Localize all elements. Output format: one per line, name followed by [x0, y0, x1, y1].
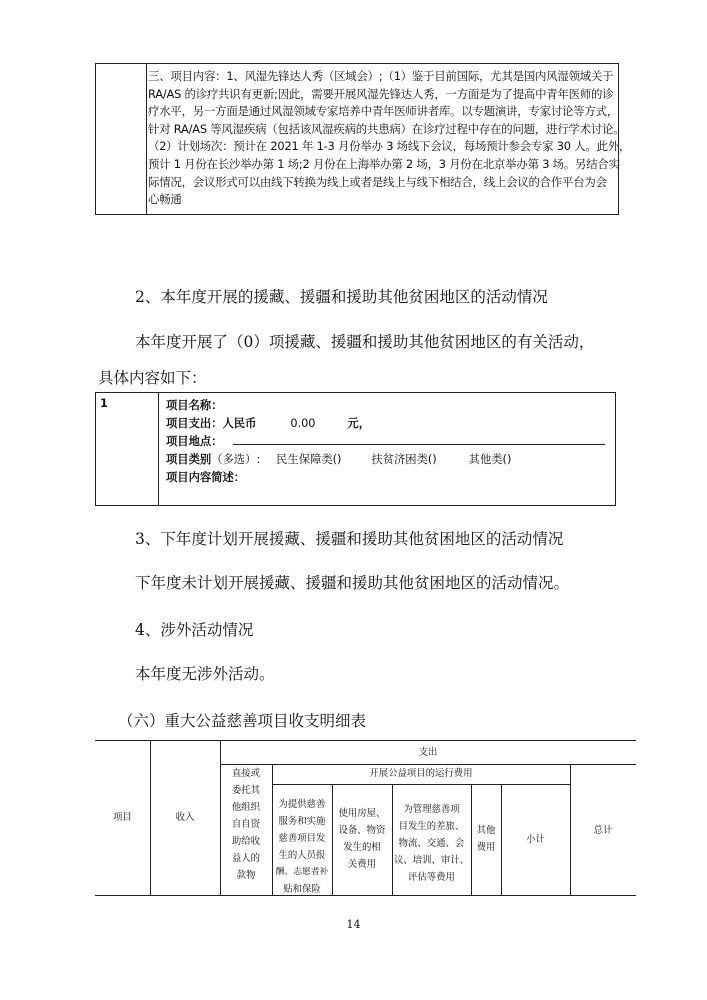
table-divider [146, 64, 147, 214]
header-staff-line: 生的人员报 [278, 850, 326, 861]
project-content-line: 三、项目内容：1、风湿先锋达人秀（区域会）;（1）鉴于目前国际，尤其是国内风湿领域关于 [148, 69, 614, 83]
location-underline [233, 444, 605, 445]
table-border-top [95, 740, 636, 741]
section-2-paragraph-line1: 本年度开展了（0）项援藏、援疆和援助其他贫困地区的有关活动， [135, 333, 595, 351]
header-premises-costs [332, 805, 392, 873]
header-premises-line: 使用房屋、 [338, 808, 386, 819]
project-content-table [95, 63, 631, 215]
header-management-line: 评估等费用 [408, 872, 455, 883]
project-category-label: 项目类别 [166, 453, 212, 466]
section-3-heading: 3、下年度计划开展援藏、援疆和援助其他贫困地区的活动情况 [135, 530, 564, 548]
activity-detail-box [95, 392, 616, 506]
project-description-label: 项目内容简述： [166, 471, 246, 484]
project-content-line: （2）计划场次：预计在 2021 年 1-3 月份举办 3 场线下会议，每场预计参会专家 30 人。此外， [148, 139, 631, 154]
project-expense-unit: 元， [347, 417, 371, 430]
section-4-heading: 4、涉外活动情况 [135, 621, 254, 639]
table-rule [272, 784, 570, 785]
header-direct-line: 直接或 [231, 768, 261, 779]
header-direct-line: 自自资 [231, 819, 261, 830]
project-category-hint: （多选）: [211, 453, 261, 466]
header-direct-line: 委托其 [231, 785, 261, 796]
header-running-costs: 开展公益项目的运行费用 [369, 768, 473, 779]
project-content-line: 疗水平，另一方面是通过风湿领域专家培养中青年医师讲者库。以专题演讲，专家讨论等方式， [148, 104, 619, 119]
header-management-costs [392, 801, 471, 886]
section-3-paragraph: 下年度未计划开展援藏、援疆和援助其他贫困地区的活动情况。 [135, 574, 570, 592]
section-4-paragraph: 本年度无涉外活动。 [135, 665, 275, 683]
header-direct-donation [220, 765, 272, 884]
project-category-row [166, 451, 511, 467]
header-staff-line: 贴和保险 [283, 884, 321, 895]
section-2-paragraph-line2: 具体内容如下： [98, 369, 207, 387]
header-direct-line: 他组织 [231, 802, 261, 813]
charity-expenditure-table [95, 740, 636, 896]
header-direct-line: 益人的 [231, 853, 261, 864]
project-content-line: 预计 1 月份在长沙举办第 1 场;2 月份在上海举办第 2 场，3 月份在北京举办第 3 场。另结合实 [148, 156, 620, 171]
header-staff-line: 服务和实施 [278, 816, 326, 827]
section-6-heading: （六）重大公益慈善项目收支明细表 [118, 712, 367, 730]
header-staff-line: 酬、志愿者补 [275, 867, 329, 877]
header-staff-costs [272, 796, 332, 898]
activity-number: 1 [100, 397, 108, 410]
header-direct-line: 款物 [236, 870, 256, 881]
header-project: 项目 [113, 812, 132, 823]
category-option-other: 其他类() [468, 453, 512, 466]
header-management-line: 目发生的差旅、 [398, 821, 465, 832]
header-other-line: 其他 [476, 825, 496, 836]
header-management-line: 物流、交通、会 [398, 838, 465, 849]
project-content-line: 针对 RA/AS 等风湿疾病（包括该风湿疾病的共患病）在诊疗过程中存在的问题，进行学术讨论。 [148, 121, 625, 136]
header-premises-line: 设备、物资 [338, 825, 386, 836]
project-name-label: 项目名称： [166, 399, 223, 412]
project-expense-value: 0.00 [290, 417, 316, 430]
header-other-costs [471, 822, 501, 856]
category-option-livelihood: 民生保障类() [276, 453, 342, 466]
project-content-cell [148, 68, 631, 209]
header-staff-line: 为提供慈善 [278, 799, 326, 810]
header-premises-line: 发生的相 [343, 842, 381, 853]
project-expense-row [166, 415, 370, 431]
header-direct-line: 助给收 [231, 836, 261, 847]
header-staff-line: 慈善项目发 [278, 833, 326, 844]
project-content-line: 心畅通 [148, 192, 182, 207]
header-subtotal: 小计 [526, 834, 545, 845]
box-divider [158, 393, 159, 505]
header-expenditure: 支出 [418, 747, 438, 758]
header-management-line: 议、培训、审计、 [393, 855, 469, 866]
project-content-line: 际情况，会议形式可以由线下转换为线上或者是线上与线下相结合，线上会议的合作平台为会 [148, 174, 607, 189]
category-option-poverty: 扶贫济困类() [371, 453, 437, 466]
project-expense-label: 项目支出：人民币 [166, 417, 257, 430]
header-income: 收入 [175, 812, 195, 823]
header-other-line: 费用 [476, 842, 496, 853]
header-total: 总计 [593, 825, 613, 836]
page-number: 14 [346, 918, 361, 931]
project-content-line: RA/AS 的诊疗共识有更新;因此，需要开展风湿先锋达人秀，一方面是为了提高中青年医师的诊 [148, 86, 614, 101]
section-2-heading: 2、本年度开展的援藏、援疆和援助其他贫困地区的活动情况 [135, 288, 548, 306]
header-premises-line: 关费用 [347, 859, 377, 870]
header-management-line: 为管理慈善项 [403, 804, 460, 815]
project-location-label: 项目地点： [166, 435, 223, 448]
table-border-bottom [95, 895, 636, 896]
